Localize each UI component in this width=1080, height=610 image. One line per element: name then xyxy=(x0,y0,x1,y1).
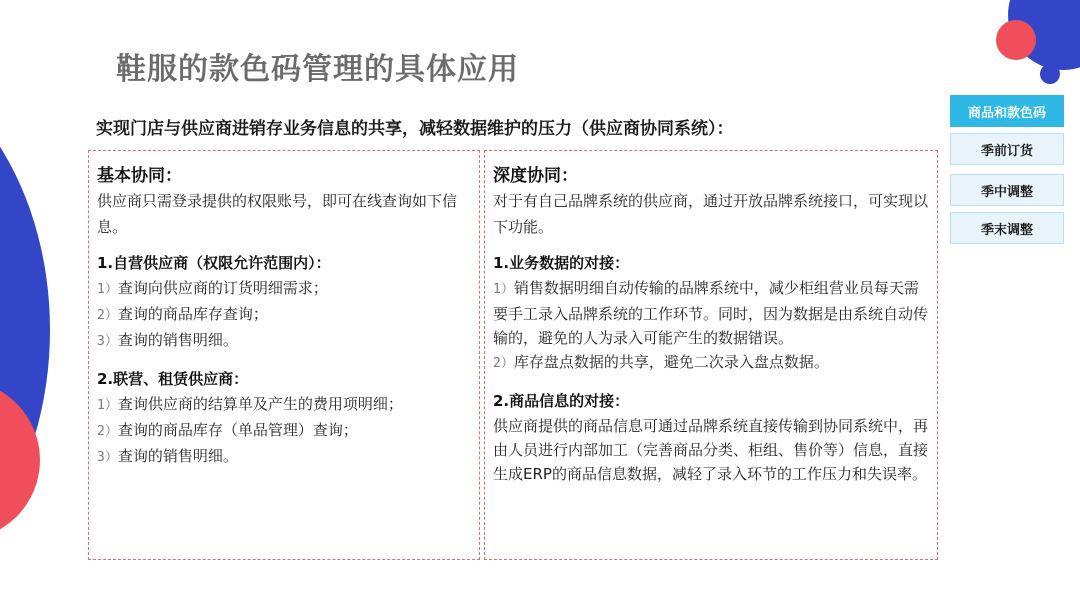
decorative-small-blue-dot xyxy=(1040,64,1060,84)
item-number: 2） xyxy=(97,424,118,439)
list-item xyxy=(493,350,929,376)
item-number: 1） xyxy=(97,398,118,413)
item-text: 销售数据明细自动传输的品牌系统中，减少柜组营业员每天需要手工录入品牌系统的工作环节。同时，因为数据是由系统自动传输的，避免的人为录入可能产生的数据错误。 xyxy=(493,279,929,347)
list-item xyxy=(97,444,471,470)
panel-heading: 基本协同： xyxy=(97,166,182,186)
item-number: 1） xyxy=(97,282,118,297)
item-number: 3） xyxy=(97,450,118,465)
decorative-red-circle-top-right xyxy=(996,20,1036,60)
nav-item-midseason-adjustment[interactable]: 季中调整 xyxy=(950,174,1064,206)
item-text: 查询的销售明细。 xyxy=(117,331,238,349)
nav-item-endseason-adjustment[interactable]: 季末调整 xyxy=(950,212,1064,244)
section-title: 2.商品信息的对接： xyxy=(493,392,630,410)
decorative-blue-circle-left xyxy=(0,50,50,610)
list-item xyxy=(97,392,471,418)
section-title: 2.联营、租赁供应商： xyxy=(97,370,249,388)
item-text: 查询的销售明细。 xyxy=(117,447,238,465)
item-text: 查询供应商的结算单及产生的费用项明细； xyxy=(117,395,403,413)
basic-collaboration-panel xyxy=(88,150,480,560)
page-title: 鞋服的款色码管理的具体应用 xyxy=(116,52,519,87)
panel-intro: 供应商只需登录提供的权限账号，即可在线查询如下信息。 xyxy=(97,192,458,236)
item-number: 1） xyxy=(493,282,514,297)
section-title: 1.业务数据的对接： xyxy=(493,254,630,272)
panel-intro: 对于有自己品牌系统的供应商，通过开放品牌系统接口，可实现以下功能。 xyxy=(493,192,929,236)
list-item xyxy=(97,328,471,354)
item-text: 库存盘点数据的共享，避免二次录入盘点数据。 xyxy=(513,353,829,371)
item-text: 查询的商品库存（单品管理）查询； xyxy=(117,421,358,439)
panel-heading: 深度协同： xyxy=(493,166,578,186)
item-text: 查询向供应商的订货明细需求； xyxy=(117,279,328,297)
list-item xyxy=(493,276,929,350)
item-number: 2） xyxy=(493,356,514,371)
subtitle: 实现门店与供应商进销存业务信息的共享，减轻数据维护的压力（供应商协同系统）： xyxy=(96,119,734,139)
item-text: 查询的商品库存查询； xyxy=(117,305,268,323)
deep-collaboration-panel xyxy=(484,150,938,560)
item-number: 2） xyxy=(97,308,118,323)
nav-item-preseason-ordering[interactable]: 季前订货 xyxy=(950,133,1064,165)
list-item xyxy=(97,418,471,444)
list-item xyxy=(97,302,471,328)
section-body: 供应商提供的商品信息可通过品牌系统直接传输到协同系统中，再由人员进行内部加工（完善商品分类、柜组、售价等）信息，直接生成ERP的商品信息数据，减轻了录入环节的工作压力和失误率。 xyxy=(493,417,929,483)
item-number: 3） xyxy=(97,334,118,349)
section-title: 1.自营供应商（权限允许范围内）： xyxy=(97,254,331,272)
nav-item-sku-management[interactable]: 商品和款色码 xyxy=(950,95,1064,127)
list-item xyxy=(97,276,471,302)
